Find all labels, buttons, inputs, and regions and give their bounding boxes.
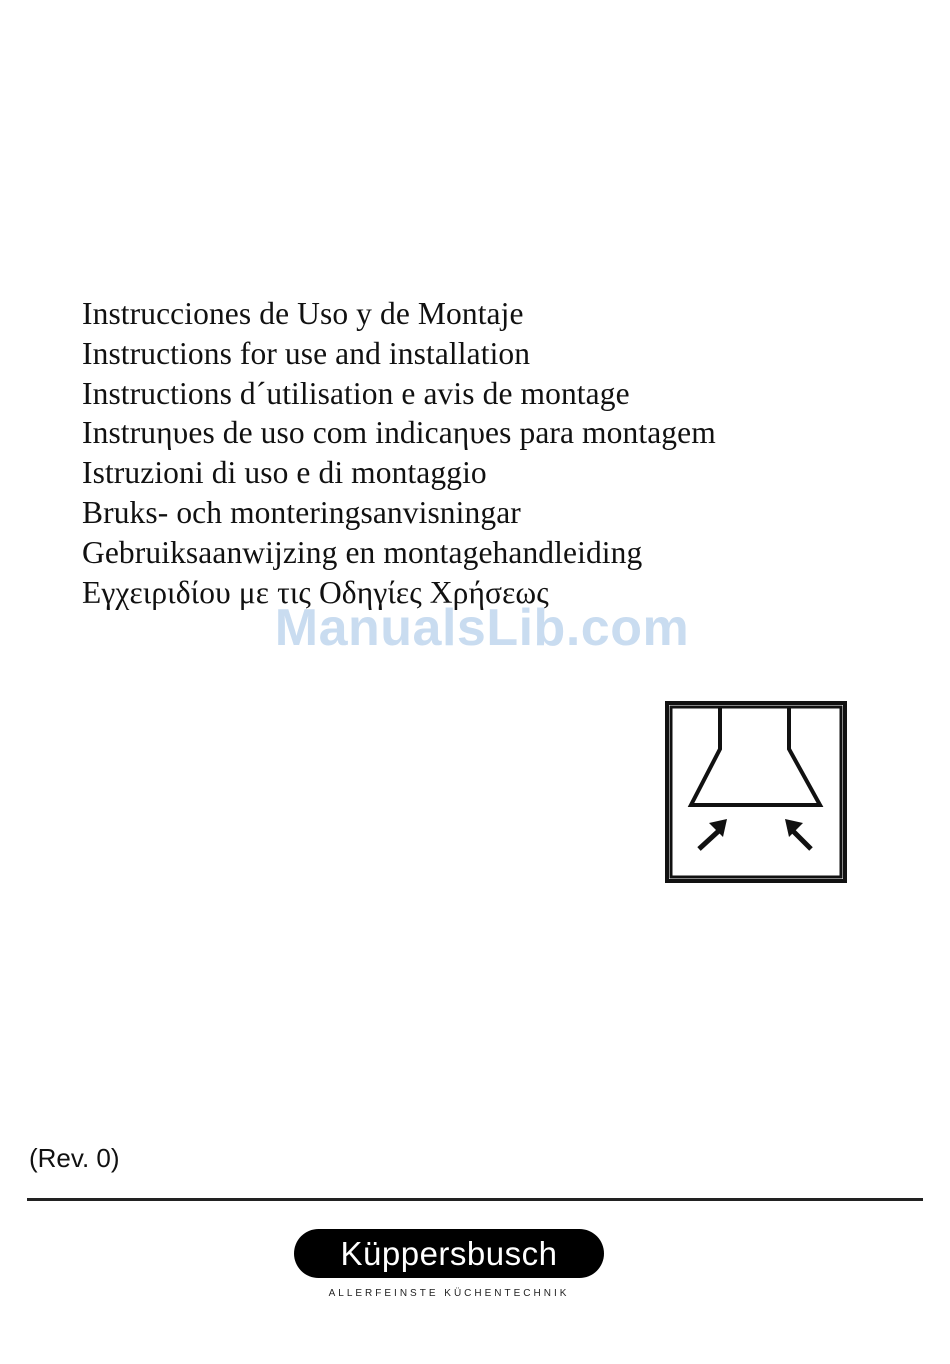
watermark: ManualsLib.com [274, 599, 690, 657]
title-dutch: Gebruiksaanwijzing en montagehandleiding [82, 534, 643, 570]
title-swedish: Bruks- och monteringsanvisningar [82, 494, 521, 530]
title-english: Instructions for use and installation [82, 335, 531, 371]
brand-tagline: ALLERFEINSTE KÜCHENTECHNIK [328, 1288, 570, 1299]
title-spanish: Instrucciones de Uso y de Montaje [82, 296, 524, 331]
title-greek: Εγχειριδίου με τις Οδηγίες Χρήσεως [82, 574, 549, 610]
revision-label: (Rev. 0) [29, 1143, 120, 1173]
manual-titles [82, 294, 716, 612]
title-italian: Istruzioni di uso e di montaggio [82, 455, 487, 491]
brand-logo: Küppersbusch [294, 1229, 604, 1278]
cooker-hood-icon [665, 701, 847, 883]
title-portuguese: Instruηυes de uso com indicaηυes para montagem [82, 415, 716, 451]
title-french: Instructions d´utilisation e avis de montage [82, 375, 630, 411]
divider-line [27, 1198, 923, 1201]
